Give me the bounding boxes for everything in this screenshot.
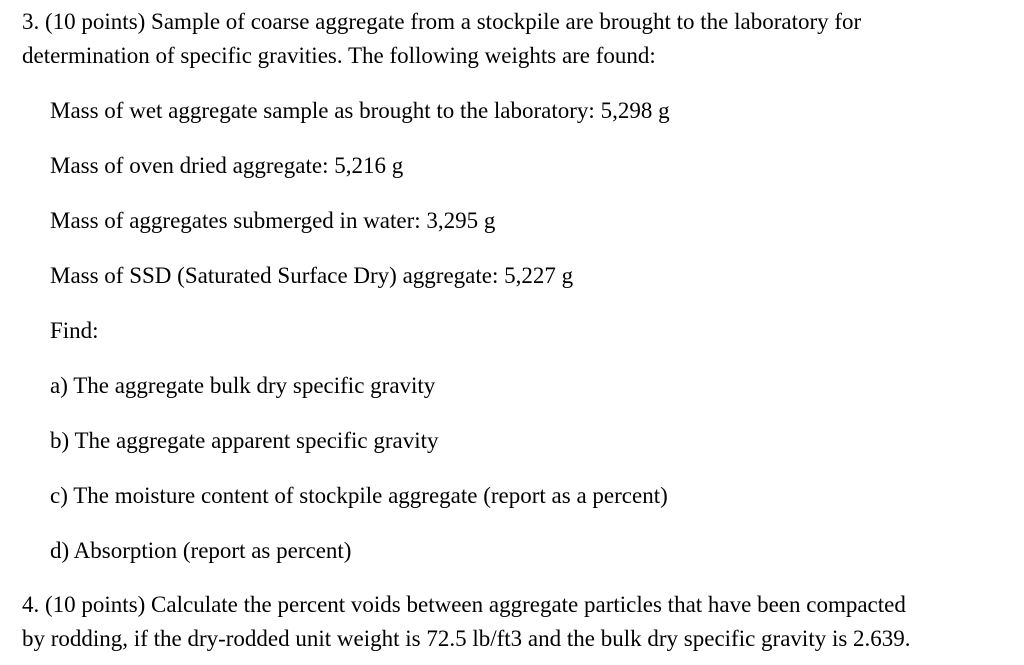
find-item-c: c) The moisture content of stockpile aggregate (report as a percent) xyxy=(50,483,668,508)
oven-dried-mass-item: Mass of oven dried aggregate: 5,216 g xyxy=(50,153,404,178)
find-item-a: a) The aggregate bulk dry specific gravity xyxy=(50,373,436,398)
question-4-line-2: by rodding, if the dry-rodded unit weight is 72.5 lb/ft3 and the bulk dry specific gravity is 2.639. xyxy=(22,626,911,651)
question-4-line-1: 4. (10 points) Calculate the percent voids between aggregate particles that have been compacted xyxy=(22,592,906,617)
find-label: Find: xyxy=(50,318,99,343)
find-item-b: b) The aggregate apparent specific gravity xyxy=(50,428,439,453)
wet-mass-item: Mass of wet aggregate sample as brought to the laboratory: 5,298 g xyxy=(50,98,670,123)
question-3-line-1: 3. (10 points) Sample of coarse aggregate from a stockpile are brought to the laboratory for xyxy=(22,9,862,34)
question-3-line-2: determination of specific gravities. The following weights are found: xyxy=(22,43,656,68)
ssd-mass-item: Mass of SSD (Saturated Surface Dry) aggregate: 5,227 g xyxy=(50,263,574,288)
find-item-d: d) Absorption (report as percent) xyxy=(50,538,352,563)
submerged-mass-item: Mass of aggregates submerged in water: 3,295 g xyxy=(50,208,496,233)
